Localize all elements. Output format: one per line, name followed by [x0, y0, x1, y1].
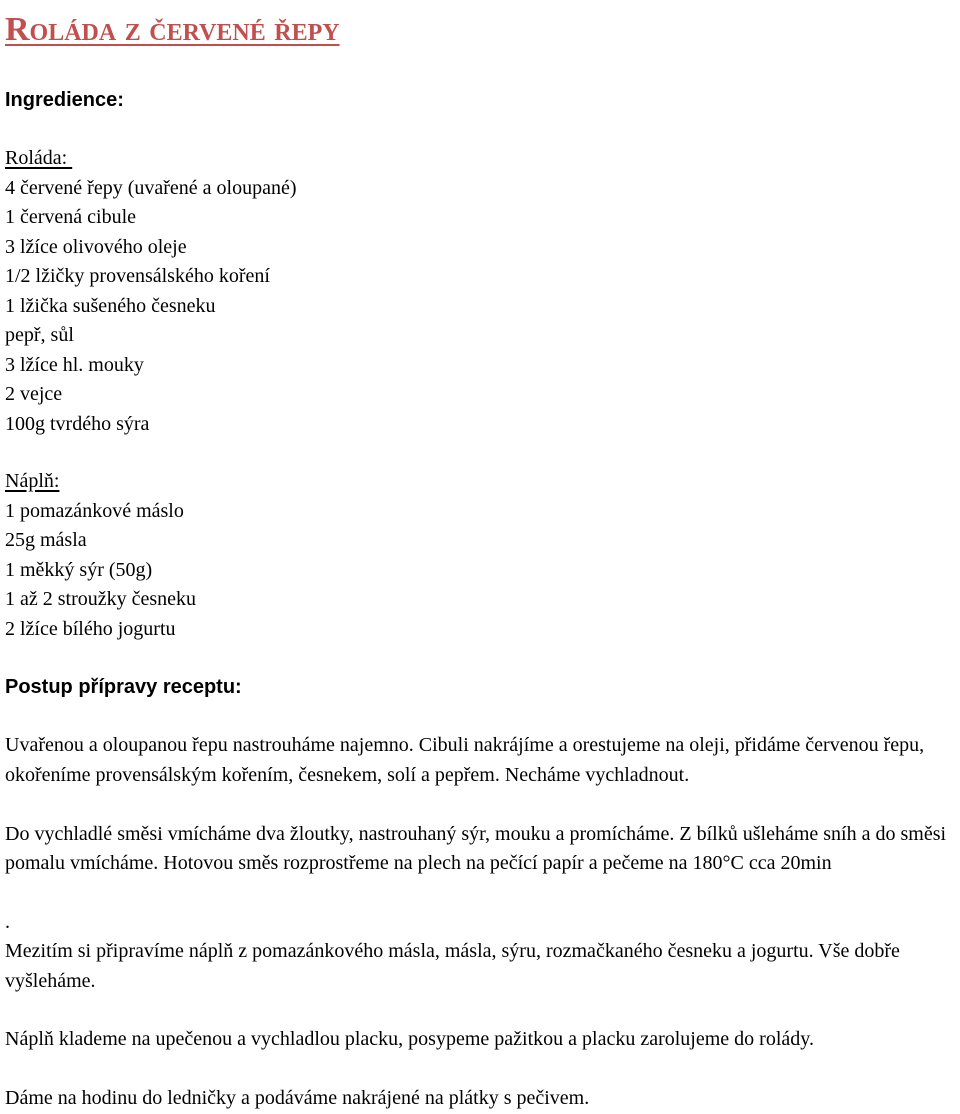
procedure-paragraph: . — [5, 910, 10, 933]
ingredients-heading: Ingredience: — [5, 89, 124, 111]
ingredient-item: 25g másla — [5, 529, 87, 551]
ingredient-item: 1 měkký sýr (50g) — [5, 558, 153, 581]
ingredient-item: 1/2 lžičky provensálského koření — [5, 265, 270, 287]
napln-ingredient-list — [5, 497, 196, 645]
napln-label: Náplň: — [5, 470, 60, 492]
ingredient-item: 1 až 2 stroužky česneku — [5, 588, 197, 610]
procedure-paragraph: Dáme na hodinu do ledničky a podáváme nakrájené na plátky s pečivem. — [5, 1087, 590, 1109]
recipe-title: Roláda z červené řepy — [5, 11, 340, 48]
ingredient-item: pepř, sůl — [5, 324, 74, 346]
ingredient-item: 1 lžička sušeného česneku — [5, 294, 216, 317]
procedure-paragraph: Do vychladlé směsi vmícháme dva žloutky, nastrouhaný sýr, mouku a promícháme. Z bílků ušleháme sníh a do směsi pomalu vmícháme. Hotovou směs rozprostřeme na plech na pečící papír a pečeme na 180°C cca 20min — [5, 822, 947, 874]
procedure-paragraph: Náplň klademe na upečenou a vychladlou placku, posypeme pažitkou a placku zarolujeme do rolády. — [5, 1028, 814, 1050]
ingredient-item: 2 vejce — [5, 383, 63, 405]
procedure-paragraph: Mezitím si připravíme náplň z pomazánkového másla, másla, sýru, rozmačkaného česneku a jogurtu. Vše dobře vyšleháme. — [5, 940, 900, 992]
procedure-paragraph: Uvařenou a oloupanou řepu nastrouháme najemno. Cibuli nakrájíme a orestujeme na oleji, přidáme červenou řepu, okořeníme provensálským kořením, česnekem, solí a pepřem. Necháme vychladnout. — [5, 734, 925, 786]
ingredient-item: 2 lžíce bílého jogurtu — [5, 617, 176, 640]
ingredient-item: 1 pomazánkové máslo — [5, 499, 184, 522]
ingredient-item: 3 lžíce hl. mouky — [5, 353, 144, 376]
ingredient-item: 4 červené řepy (uvařené a oloupané) — [5, 176, 297, 199]
rolada-ingredient-list — [5, 174, 297, 440]
rolada-label: Roláda: — [5, 147, 73, 169]
ingredient-item: 1 červená cibule — [5, 206, 137, 228]
procedure-heading: Postup přípravy receptu: — [5, 676, 242, 698]
ingredient-item: 100g tvrdého sýra — [5, 412, 150, 435]
ingredient-item: 3 lžíce olivového oleje — [5, 235, 187, 258]
